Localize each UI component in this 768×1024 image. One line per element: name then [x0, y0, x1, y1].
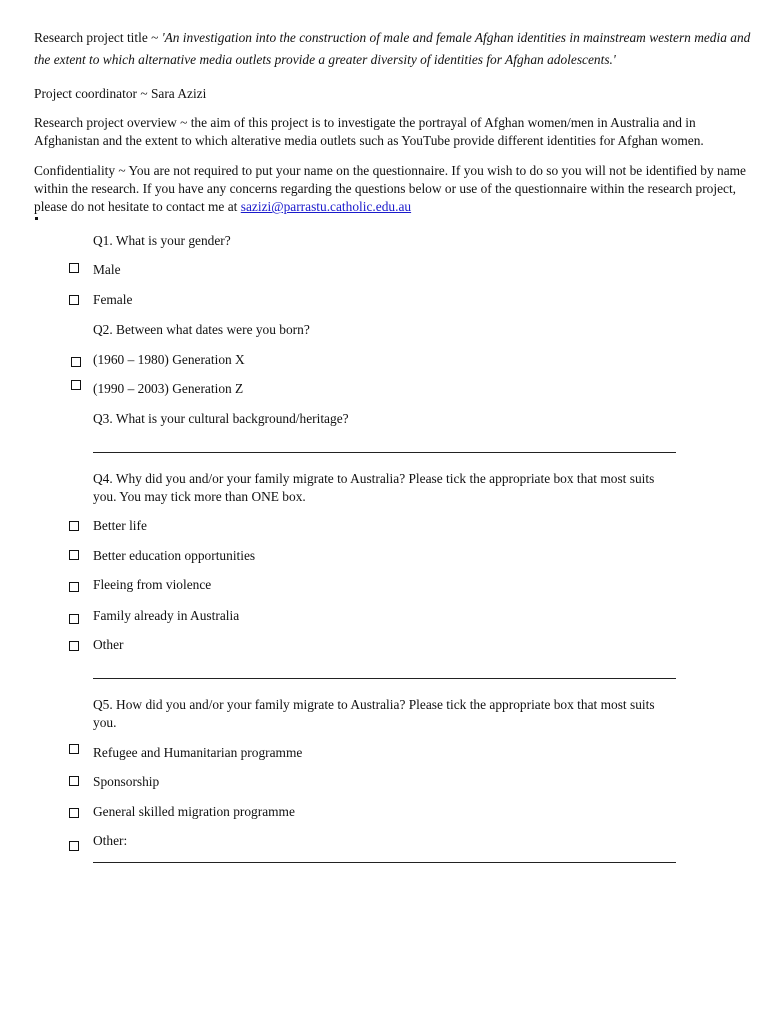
option-label: Male	[93, 262, 121, 277]
q5-question: Q5. How did you and/or your family migrate to Australia? Please tick the appropriate box that most suits you.	[93, 697, 655, 730]
bullet-marker	[35, 217, 38, 220]
checkbox[interactable]	[69, 641, 79, 651]
q2-question: Q2. Between what dates were you born?	[93, 322, 310, 337]
checkbox[interactable]	[71, 380, 81, 390]
checkbox[interactable]	[69, 614, 79, 624]
q5-other-answer-line[interactable]	[93, 862, 676, 863]
option-label: Other:	[93, 833, 128, 848]
q4-other-answer-line[interactable]	[93, 678, 676, 679]
project-title-text: 'An investigation into the construction of male and female Afghan identities in mainstream western media and the extent to which alternative media outlets provide a greater diversity of identities for Afghan adolescents.'	[34, 30, 751, 67]
option-label: Other	[93, 637, 124, 652]
option-label: (1990 – 2003) Generation Z	[93, 381, 244, 396]
checkbox[interactable]	[69, 263, 79, 273]
option-label: Fleeing from violence	[93, 577, 212, 592]
checkbox[interactable]	[69, 776, 79, 786]
q3-answer-line[interactable]	[93, 452, 676, 453]
confidentiality-text: Confidentiality ~ You are not required to put your name on the questionnaire. If you wish to do so you will not be identified by name within the research. If you have any concerns regarding the questions below or use of the questionnaire within the research project, please do not hesitate to contact me at	[34, 163, 746, 214]
option-label: Sponsorship	[93, 774, 160, 789]
option-label: Female	[93, 292, 133, 307]
contact-email-link[interactable]: sazizi@parrastu.catholic.edu.au	[240, 199, 412, 214]
project-title-label: Research project title ~	[34, 30, 162, 45]
q3-question: Q3. What is your cultural background/heritage?	[93, 411, 349, 426]
q1-question: Q1. What is your gender?	[93, 233, 231, 248]
checkbox[interactable]	[69, 521, 79, 531]
project-title	[34, 27, 758, 71]
q4-question: Q4. Why did you and/or your family migrate to Australia? Please tick the appropriate box that most suits you. You may tick more than ONE box.	[93, 471, 655, 504]
confidentiality-notice	[34, 162, 758, 216]
checkbox[interactable]	[71, 357, 81, 367]
option-label: Better life	[93, 518, 147, 533]
checkbox[interactable]	[69, 744, 79, 754]
project-overview: Research project overview ~ the aim of this project is to investigate the portrayal of Afghan women/men in Australia and in Afghanistan and the extent to which alterative media outlets such as YouTube provide different identities for Afghan women.	[34, 115, 704, 148]
checkbox[interactable]	[69, 808, 79, 818]
checkbox[interactable]	[69, 550, 79, 560]
option-label: General skilled migration programme	[93, 804, 295, 819]
project-coordinator: Project coordinator ~ Sara Azizi	[34, 86, 207, 101]
option-label: Refugee and Humanitarian programme	[93, 745, 303, 760]
option-label: Better education opportunities	[93, 548, 256, 563]
checkbox[interactable]	[69, 582, 79, 592]
option-label: Family already in Australia	[93, 608, 240, 623]
checkbox[interactable]	[69, 841, 79, 851]
checkbox[interactable]	[69, 295, 79, 305]
option-label: (1960 – 1980) Generation X	[93, 352, 245, 367]
